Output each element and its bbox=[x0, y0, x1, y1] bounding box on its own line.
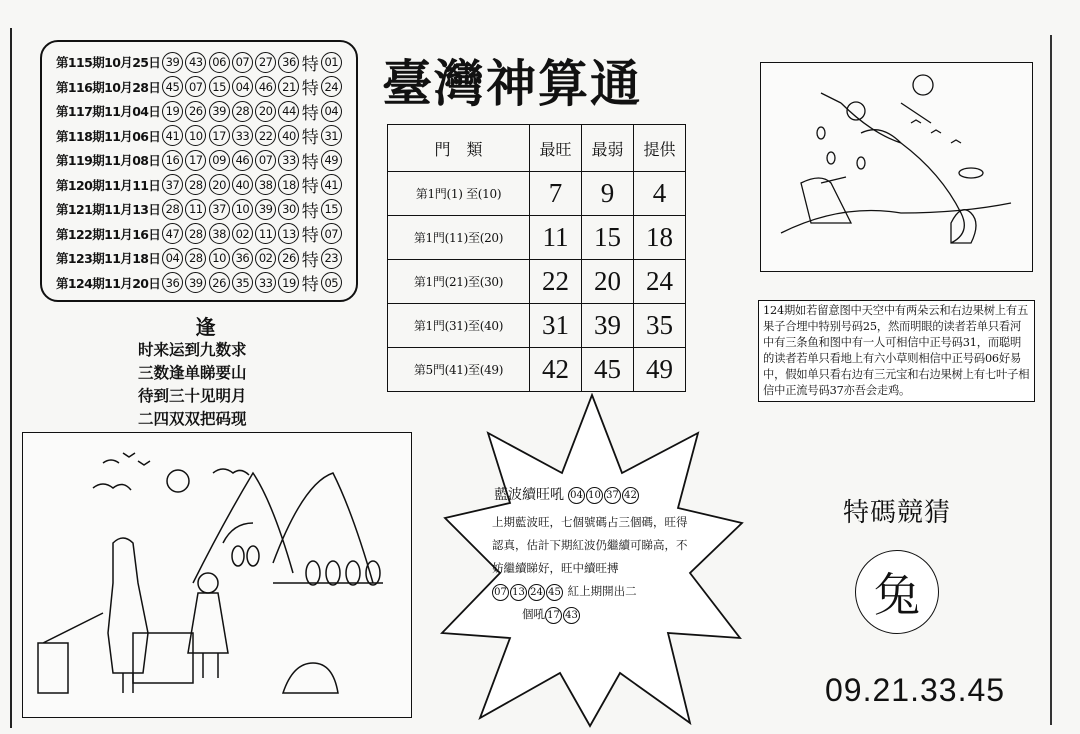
table-cell-number: 24 bbox=[634, 260, 686, 304]
page-title: 臺灣神算通 bbox=[382, 54, 642, 113]
number-ball: 47 bbox=[162, 223, 183, 244]
number-ball: 35 bbox=[232, 272, 253, 293]
table-cell-number: 39 bbox=[582, 304, 634, 348]
table-cell-number: 11 bbox=[530, 216, 582, 260]
history-row bbox=[56, 246, 356, 271]
table-cell-number: 42 bbox=[530, 348, 582, 392]
draw-label: 第121期11月13日 bbox=[56, 202, 161, 218]
number-ball: 27 bbox=[255, 52, 276, 73]
star-heading-row bbox=[494, 484, 692, 507]
number-ball: 39 bbox=[162, 52, 183, 73]
zodiac-badge: 兔 bbox=[855, 550, 939, 634]
special-marker: 特 bbox=[301, 103, 319, 124]
poem-line: 三数逢单睇要山 bbox=[138, 364, 247, 382]
number-ball: 37 bbox=[162, 174, 183, 195]
history-row bbox=[56, 124, 356, 149]
draw-label: 第117期11月04日 bbox=[56, 104, 161, 120]
special-ball: 24 bbox=[321, 76, 342, 97]
poem-line: 待到三十见明月 bbox=[138, 387, 247, 405]
history-row bbox=[56, 148, 356, 173]
number-ball: 28 bbox=[185, 174, 206, 195]
number-ball: 26 bbox=[278, 248, 299, 269]
number-ball: 37 bbox=[209, 199, 230, 220]
special-marker: 特 bbox=[301, 152, 319, 173]
number-ball: 17 bbox=[185, 150, 206, 171]
header-hottest: 最旺 bbox=[530, 125, 582, 172]
special-marker: 特 bbox=[301, 79, 319, 100]
poem-title: 逢 bbox=[195, 315, 216, 339]
history-row bbox=[56, 222, 356, 247]
table-row bbox=[388, 260, 686, 304]
number-ball: 46 bbox=[255, 76, 276, 97]
number-ball: 10 bbox=[232, 199, 253, 220]
number-ball: 04 bbox=[568, 487, 585, 504]
number-ball: 33 bbox=[278, 150, 299, 171]
page-border-left bbox=[10, 28, 12, 728]
number-ball: 10 bbox=[586, 487, 603, 504]
special-ball: 41 bbox=[321, 174, 342, 195]
draw-label: 第115期10月25日 bbox=[56, 55, 161, 71]
poem bbox=[138, 316, 273, 436]
number-ball: 28 bbox=[185, 223, 206, 244]
guess-numbers: 09.21.33.45 bbox=[825, 672, 1006, 708]
number-ball: 40 bbox=[278, 125, 299, 146]
number-ball: 36 bbox=[278, 52, 299, 73]
number-ball: 45 bbox=[546, 584, 563, 601]
table-cell-number: 20 bbox=[582, 260, 634, 304]
number-ball: 39 bbox=[209, 101, 230, 122]
number-ball: 16 bbox=[162, 150, 183, 171]
number-ball: 02 bbox=[255, 248, 276, 269]
number-ball: 43 bbox=[563, 607, 580, 624]
table-row bbox=[388, 304, 686, 348]
history-row bbox=[56, 271, 356, 296]
number-ball: 19 bbox=[278, 272, 299, 293]
special-marker: 特 bbox=[301, 226, 319, 247]
header-coldest: 最弱 bbox=[582, 125, 634, 172]
special-marker: 特 bbox=[301, 128, 319, 149]
table-cell-group: 第1門(31)至(40) bbox=[388, 304, 530, 348]
red-text-2: 個吼 bbox=[522, 607, 545, 621]
table-cell-number: 22 bbox=[530, 260, 582, 304]
number-ball: 13 bbox=[510, 584, 527, 601]
history-row bbox=[56, 197, 356, 222]
draw-label: 第118期11月06日 bbox=[56, 128, 161, 144]
special-marker: 特 bbox=[301, 177, 319, 198]
table-cell-number: 15 bbox=[582, 216, 634, 260]
header-suggested: 提供 bbox=[634, 125, 686, 172]
number-ball: 18 bbox=[278, 174, 299, 195]
special-guess-title: 特碼競猜 bbox=[843, 498, 952, 528]
number-ball: 07 bbox=[232, 52, 253, 73]
table-cell-group: 第1門(1) 至(10) bbox=[388, 172, 530, 216]
number-ball: 10 bbox=[185, 125, 206, 146]
number-ball: 07 bbox=[492, 584, 509, 601]
number-ball: 22 bbox=[255, 125, 276, 146]
special-ball: 05 bbox=[321, 272, 342, 293]
draw-label: 第124期11月20日 bbox=[56, 275, 161, 291]
number-ball: 07 bbox=[185, 76, 206, 97]
number-ball: 30 bbox=[278, 199, 299, 220]
number-ball: 38 bbox=[255, 174, 276, 195]
draw-label: 第116期10月28日 bbox=[56, 79, 161, 95]
history-row bbox=[56, 99, 356, 124]
number-ball: 20 bbox=[255, 101, 276, 122]
draw-label: 第123期11月18日 bbox=[56, 251, 161, 267]
history-row bbox=[56, 50, 356, 75]
poem-line: 二四双双把码现 bbox=[138, 410, 247, 428]
number-ball: 41 bbox=[162, 125, 183, 146]
special-ball: 01 bbox=[321, 52, 342, 73]
number-ball: 10 bbox=[209, 248, 230, 269]
red-balls-row-2 bbox=[522, 603, 692, 626]
number-ball: 06 bbox=[209, 52, 230, 73]
table-cell-group: 第5門(41)至(49) bbox=[388, 348, 530, 392]
poem-line: 时来运到九数求 bbox=[138, 341, 247, 359]
number-ball: 37 bbox=[604, 487, 621, 504]
draw-label: 第122期11月16日 bbox=[56, 226, 161, 242]
prediction-note: 124期如若留意图中天空中有两朵云和右边果树上有五果子合埋中特别号码25，然而明眼的读者若单只看河中有三条鱼和图中有一人可相信中正号码31，而聪明的读者若单只看地上有六小草则相信中正号码06好易中，假如单只看右边有三元宝和右边果树上有七叶子相信中正流号码37亦吾会走鸡。 bbox=[758, 300, 1035, 402]
header-group: 門 類 bbox=[388, 125, 530, 172]
red-balls-row bbox=[492, 580, 692, 603]
table-cell-number: 49 bbox=[634, 348, 686, 392]
special-ball: 07 bbox=[321, 223, 342, 244]
number-ball: 09 bbox=[209, 150, 230, 171]
number-ball: 13 bbox=[278, 223, 299, 244]
special-marker: 特 bbox=[301, 201, 319, 222]
number-ball: 15 bbox=[209, 76, 230, 97]
number-ball: 28 bbox=[162, 199, 183, 220]
table-cell-number: 31 bbox=[530, 304, 582, 348]
illustration-market-scene bbox=[22, 432, 412, 718]
table-cell-number: 18 bbox=[634, 216, 686, 260]
table-cell-number: 35 bbox=[634, 304, 686, 348]
table-cell-number: 4 bbox=[634, 172, 686, 216]
special-ball: 23 bbox=[321, 248, 342, 269]
number-ball: 36 bbox=[162, 272, 183, 293]
table-cell-group: 第1門(21)至(30) bbox=[388, 260, 530, 304]
number-ball: 33 bbox=[232, 125, 253, 146]
draw-history-box bbox=[40, 40, 358, 302]
number-ball: 11 bbox=[185, 199, 206, 220]
special-ball: 15 bbox=[321, 199, 342, 220]
draw-label: 第119期11月08日 bbox=[56, 153, 161, 169]
number-ball: 07 bbox=[255, 150, 276, 171]
number-ball: 04 bbox=[162, 248, 183, 269]
special-marker: 特 bbox=[301, 250, 319, 271]
number-ball: 38 bbox=[209, 223, 230, 244]
number-ball: 04 bbox=[232, 76, 253, 97]
table-cell-number: 45 bbox=[582, 348, 634, 392]
number-ball: 43 bbox=[185, 52, 206, 73]
number-ball: 42 bbox=[622, 487, 639, 504]
star-callout bbox=[492, 484, 692, 626]
illustration-fruit-tree-scene bbox=[760, 62, 1033, 272]
table-cell-number: 7 bbox=[530, 172, 582, 216]
star-body: 上期藍波旺，七個號碼占三個碼，旺得認真，估計下期紅波仍繼續可睇高，不妨繼續睇好，旺中續旺搏 bbox=[492, 515, 688, 575]
special-marker: 特 bbox=[301, 275, 319, 296]
number-ball: 26 bbox=[209, 272, 230, 293]
number-ball: 28 bbox=[232, 101, 253, 122]
special-marker: 特 bbox=[301, 54, 319, 75]
table-cell-number: 9 bbox=[582, 172, 634, 216]
number-ball: 39 bbox=[185, 272, 206, 293]
number-ball: 21 bbox=[278, 76, 299, 97]
number-ball: 17 bbox=[545, 607, 562, 624]
number-group-table bbox=[387, 124, 686, 392]
red-text: 紅上期開出二 bbox=[567, 584, 637, 598]
number-ball: 36 bbox=[232, 248, 253, 269]
history-row bbox=[56, 75, 356, 100]
number-ball: 26 bbox=[185, 101, 206, 122]
number-ball: 20 bbox=[209, 174, 230, 195]
number-ball: 17 bbox=[209, 125, 230, 146]
star-heading: 藍波續旺吼 bbox=[494, 487, 564, 503]
special-ball: 31 bbox=[321, 125, 342, 146]
number-ball: 44 bbox=[278, 101, 299, 122]
table-row bbox=[388, 348, 686, 392]
number-ball: 28 bbox=[185, 248, 206, 269]
number-ball: 40 bbox=[232, 174, 253, 195]
special-ball: 04 bbox=[321, 101, 342, 122]
table-row bbox=[388, 172, 686, 216]
number-ball: 19 bbox=[162, 101, 183, 122]
history-row bbox=[56, 173, 356, 198]
number-ball: 02 bbox=[232, 223, 253, 244]
special-ball: 49 bbox=[321, 150, 342, 171]
table-cell-group: 第1門(11)至(20) bbox=[388, 216, 530, 260]
number-ball: 39 bbox=[255, 199, 276, 220]
number-ball: 33 bbox=[255, 272, 276, 293]
number-ball: 46 bbox=[232, 150, 253, 171]
draw-label: 第120期11月11日 bbox=[56, 177, 161, 193]
number-ball: 45 bbox=[162, 76, 183, 97]
number-ball: 24 bbox=[528, 584, 545, 601]
number-ball: 11 bbox=[255, 223, 276, 244]
table-row bbox=[388, 216, 686, 260]
page-border-right bbox=[1050, 35, 1052, 725]
